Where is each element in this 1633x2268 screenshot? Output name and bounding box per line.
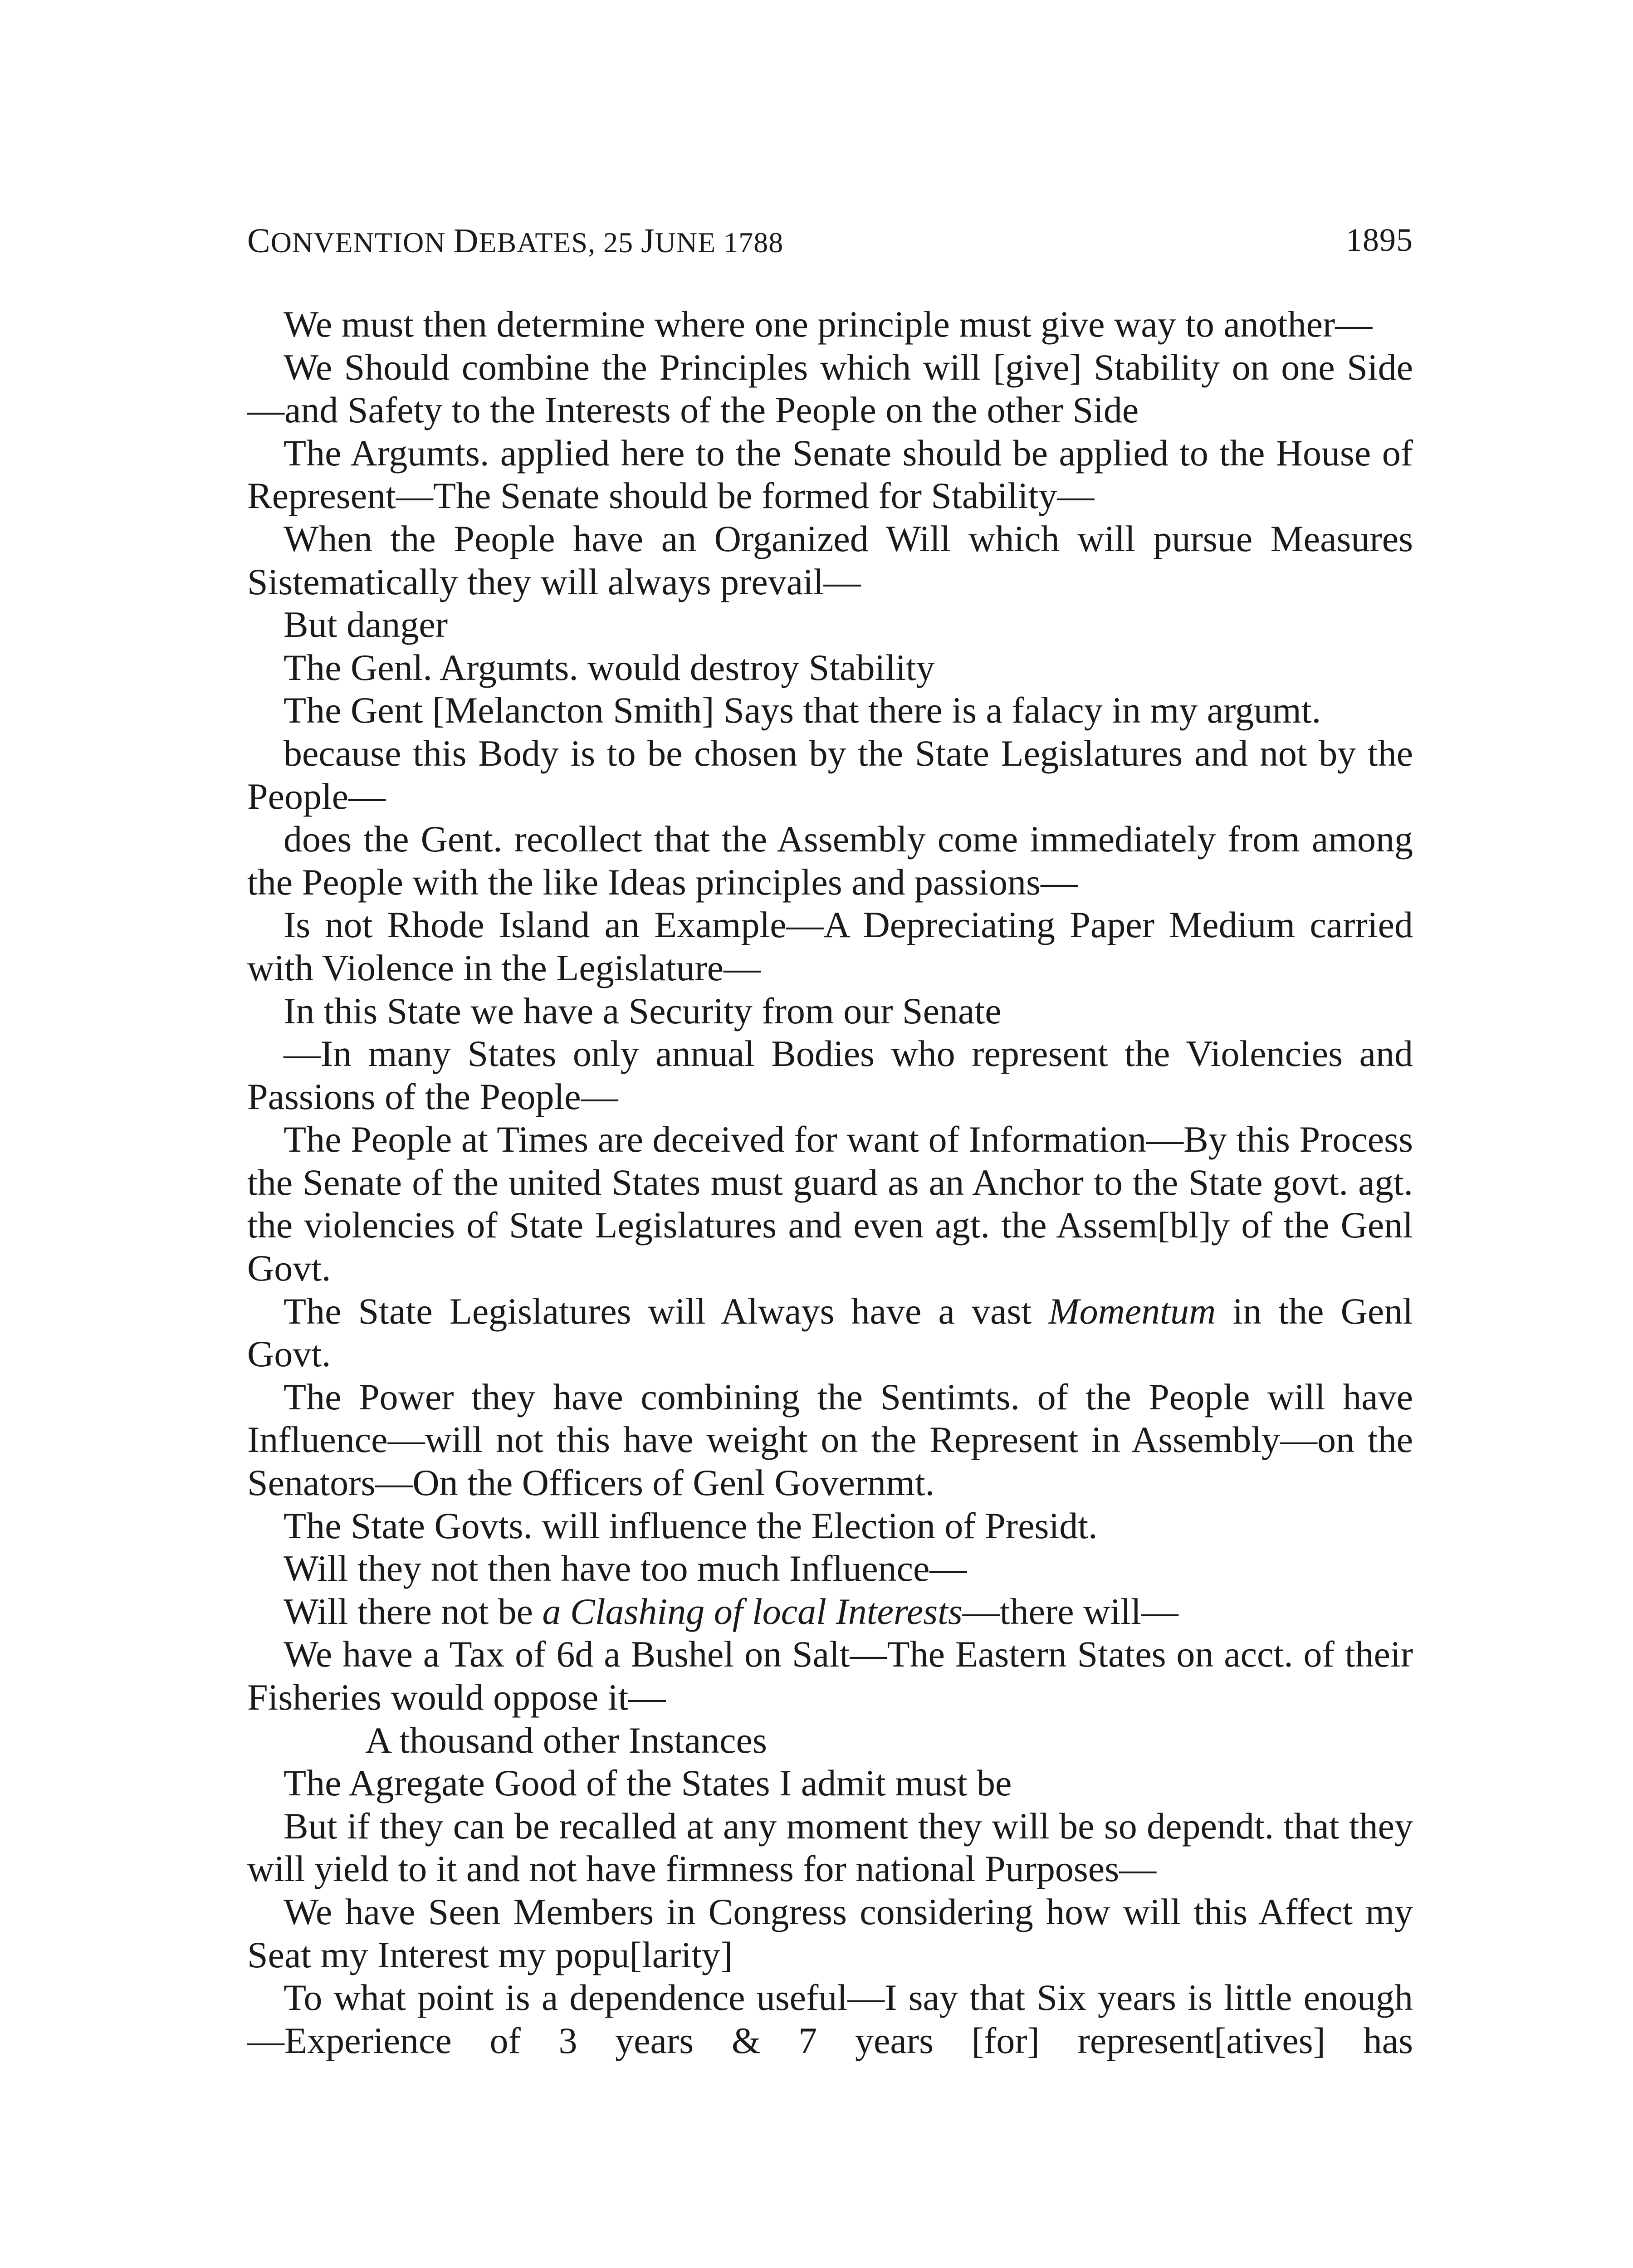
paragraph: We Should combine the Principles which will [give] Stability on one Side—and Safety to the Interests of the People on the other Side [247, 346, 1413, 431]
paragraph: In this State we have a Security from our Senate [284, 990, 1002, 1031]
page-number: 1895 [1346, 222, 1413, 258]
paragraph: does the Gent. recollect that the Assembly come immediately from among the People with the like Ideas principles and passions— [247, 818, 1413, 903]
running-header [247, 221, 1413, 267]
paragraph: To what point is a dependence useful—I say that Six years is little enough—Experience of 3 years & 7 years [for] represent[atives] has [247, 1977, 1413, 2061]
paragraph: The Agregate Good of the States I admit must be [284, 1762, 1012, 1804]
paragraph: The Power they have combining the Sentimts. of the People will have Influence—will not this have weight on the Represent in Assembly—on the Senators—On the Officers of Genl Governmt. [247, 1376, 1413, 1504]
paragraph: because this Body is to be chosen by the State Legislatures and not by the People— [247, 732, 1413, 817]
paragraph: Will there not be a Clashing of local Interests—there will— [284, 1590, 1178, 1632]
running-title: CONVENTION DEBATES, 25 JUNE 1788 [247, 222, 784, 260]
paragraph: But if they can be recalled at any moment they will be so dependt. that they will yield to it and not have firmness for national Purposes— [247, 1805, 1413, 1890]
paragraph: Is not Rhode Island an Example—A Depreciating Paper Medium carried with Violence in the Legislature— [247, 904, 1413, 988]
paragraph: —In many States only annual Bodies who represent the Violencies and Passions of the People— [247, 1033, 1413, 1117]
paragraph: The Gent [Melancton Smith] Says that there is a falacy in my argumt. [284, 689, 1321, 731]
paragraph: But danger [284, 604, 448, 645]
emphasis: Momentum [1048, 1290, 1216, 1332]
paragraph: We have Seen Members in Congress considering how will this Affect my Seat my Interest my popu[larity] [247, 1891, 1413, 1975]
paragraph: A thousand other Instances [365, 1719, 767, 1761]
body-text [247, 303, 1413, 2062]
paragraph: The State Legislatures will Always have a vast Momentum in the Genl Govt. [247, 1290, 1413, 1375]
paragraph: The Argumts. applied here to the Senate should be applied to the House of Represent—The Senate should be formed for Stability— [247, 432, 1413, 517]
emphasis: a Clashing of local Interests [542, 1590, 963, 1632]
paragraph: Will they not then have too much Influence— [284, 1548, 967, 1589]
paragraph: The Genl. Argumts. would destroy Stability [284, 646, 935, 688]
paragraph: When the People have an Organized Will which will pursue Measures Sistematically they will always prevail— [247, 518, 1413, 602]
paragraph: We must then determine where one principle must give way to another— [284, 303, 1373, 345]
paragraph: The People at Times are deceived for want of Information—By this Process the Senate of the united States must guard as an Anchor to the State govt. agt. the violencies of State Legislatures and even agt. the Assem[bl]y of the Genl Govt. [247, 1119, 1413, 1289]
paragraph: We have a Tax of 6d a Bushel on Salt—The Eastern States on acct. of their Fisheries would oppose it— [247, 1633, 1413, 1718]
paragraph: The State Govts. will influence the Election of Presidt. [284, 1505, 1098, 1546]
